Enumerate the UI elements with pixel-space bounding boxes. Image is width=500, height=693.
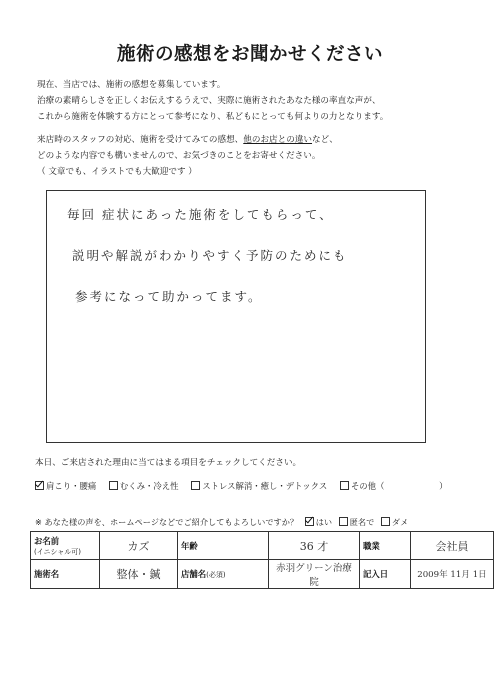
reason-other-close: ）: [439, 481, 448, 491]
request-tail: など、: [312, 135, 338, 145]
checkbox-checked-icon[interactable]: [305, 517, 314, 526]
request-line-1: [37, 132, 338, 148]
store-required: (必須): [206, 571, 226, 579]
intro-line-1: 現在、当店では、施術の感想を募集しています。: [37, 80, 226, 90]
consent-row: [35, 517, 408, 528]
reason-other[interactable]: その他（: [340, 481, 385, 491]
job-field[interactable]: 会社員: [411, 532, 494, 560]
store-field[interactable]: 赤羽グリーン治療院: [269, 560, 360, 589]
name-label: お名前: [34, 535, 60, 546]
reason-checklist: [35, 480, 447, 492]
reason-shoulder[interactable]: 肩こり・腰痛: [35, 481, 96, 491]
handwritten-line-1: 毎回 症状にあった施術をしてもらって、: [67, 207, 334, 222]
treatment-field[interactable]: 整体・鍼: [100, 560, 178, 589]
date-label: 記入日: [360, 560, 411, 589]
name-label-cell: [31, 532, 100, 560]
request-text: 来店時のスタッフの対応、施術を受けてみての感想、: [37, 135, 244, 145]
checkbox-icon[interactable]: [109, 481, 118, 490]
handwritten-line-2: 説明や解説がわかりやすく予防のためにも: [72, 248, 348, 263]
checkbox-icon[interactable]: [339, 517, 348, 526]
name-field[interactable]: カズ: [100, 532, 178, 560]
consent-yes[interactable]: はい: [305, 517, 332, 527]
reason-prompt: 本日、ご来店された理由に当てはまる項目をチェックしてください。: [35, 458, 302, 468]
age-field[interactable]: 36 才: [269, 532, 360, 560]
intro-line-2: 治療の素晴らしさを正しくお伝えするうえで、実際に施術されたあなた様の率直な声が、: [37, 96, 381, 106]
checkbox-icon[interactable]: [340, 481, 349, 490]
handwritten-line-3: 参考になって助かってます。: [75, 289, 263, 304]
checkbox-icon[interactable]: [381, 517, 390, 526]
checkbox-checked-icon[interactable]: [35, 481, 44, 490]
job-label: 職業: [360, 532, 411, 560]
request-underlined: 他のお店との違い: [243, 135, 313, 145]
date-field[interactable]: 2009年 11月 1日: [411, 560, 494, 589]
page-title: 施術の感想をお聞かせください: [116, 44, 383, 65]
store-label: 店舗名: [181, 569, 207, 579]
consent-question: ※ あなた様の声を、ホームページなどでご紹介してもよろしいですか？: [35, 517, 299, 527]
age-label: 年齢: [178, 532, 269, 560]
intro-line-3: これから施術を体験する方にとって参考になり、私どもにとっても何よりの力となります。: [37, 112, 389, 122]
request-line-2: どのような内容でも構いませんので、お気づきのことをお寄せください。: [37, 151, 321, 161]
consent-no[interactable]: ダメ: [381, 517, 408, 527]
comment-box[interactable]: [46, 190, 426, 443]
reason-swelling[interactable]: むくみ・冷え性: [109, 481, 179, 491]
name-sublabel: (イニシャル可): [34, 547, 82, 556]
store-label-cell: [178, 560, 269, 589]
checkbox-icon[interactable]: [191, 481, 200, 490]
treatment-label: 施術名: [31, 560, 100, 589]
reason-stress[interactable]: ストレス解消・癒し・デトックス: [191, 481, 327, 491]
request-line-3: （ 文章でも、イラストでも大歓迎です ）: [37, 167, 197, 177]
info-form: [30, 531, 494, 589]
consent-anonymous[interactable]: 匿名で: [339, 517, 375, 527]
